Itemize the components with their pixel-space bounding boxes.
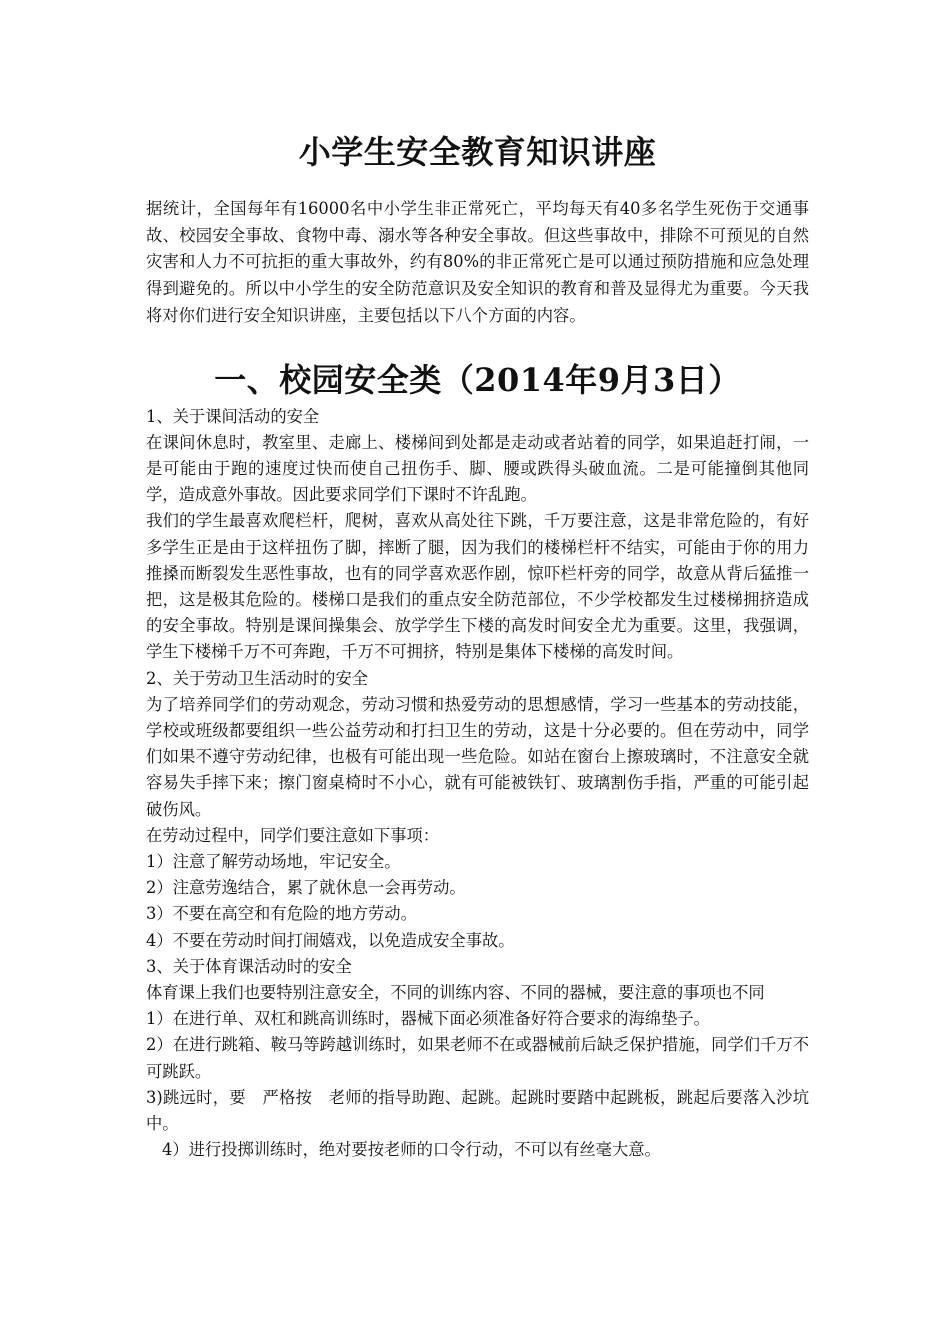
list-item: 3）不要在高空和有危险的地方劳动。 — [146, 904, 417, 924]
list-item: 2）注意劳逸结合，累了就休息一会再劳动。 — [146, 878, 466, 898]
subheading-labor-safety: 2、关于劳动卫生活动时的安全 — [146, 668, 369, 688]
subheading-recess-safety: 1、关于课间活动的安全 — [146, 406, 320, 426]
section-heading: 一、校园安全类（2014年9月3日） — [214, 360, 741, 399]
section-body — [146, 404, 809, 1164]
paragraph: 在课间休息时，教室里、走廊上、楼梯间到处都是走动或者站着的同学，如果追赶打闹，一是可能由于跑的速度过快而使自己扭伤手、脚、腰或跌得头破血流。二是可能撞倒其他同学，造成意外事故。因此要求同学们下课时不许乱跑。 — [146, 432, 809, 505]
list-item: 1）注意了解劳动场地，牢记安全。 — [146, 851, 401, 871]
list-item: 4）不要在劳动时间打闹嬉戏，以免造成安全事故。 — [146, 930, 515, 950]
subheading-pe-safety: 3、关于体育课活动时的安全 — [146, 956, 352, 976]
paragraph: 我们的学生最喜欢爬栏杆，爬树，喜欢从高处往下跳，千万要注意，这是非常危险的，有好多学生正是由于这样扭伤了脚，摔断了腿，因为我们的楼梯栏杆不结实，可能由于你的用力推搡而断裂发生恶性事故，也有的同学喜欢恶作剧，惊吓栏杆旁的同学，故意从背后猛推一把，这是极其危险的。楼梯口是我们的重点安全防范部位，不少学校都发生过楼梯拥挤造成的安全事故。特别是课间操集会、放学学生下楼的高发时间安全尤为重要。这里，我强调，学生下楼梯千万不可奔跑，千万不可拥挤，特别是集体下楼梯的高发时间。 — [146, 511, 809, 662]
list-item: 4）进行投掷训练时，绝对要按老师的口令行动，不可以有丝毫大意。 — [162, 1140, 661, 1160]
paragraph: 在劳动过程中，同学们要注意如下事项： — [146, 825, 440, 845]
document-title: 小学生安全教育知识讲座 — [298, 133, 657, 171]
list-item: 1）在进行单、双杠和跳高训练时，器械下面必须准备好符合要求的海绵垫子。 — [146, 1009, 710, 1029]
document-content — [146, 124, 809, 1163]
list-item: 2）在进行跳箱、鞍马等跨越训练时，如果老师不在或器械前后缺乏保护措施，同学们千万不可跳跃。 — [146, 1035, 809, 1081]
list-item: 3)跳远时，要 严格按 老师的指导助跑、起跳。起跳时要踏中起跳板，跳起后要落入沙坑中。 — [146, 1087, 809, 1133]
paragraph: 为了培养同学们的劳动观念，劳动习惯和热爱劳动的思想感情，学习一些基本的劳动技能，学校或班级都要组织一些公益劳动和打扫卫生的劳动，这是十分必要的。但在劳动中，同学们如果不遵守劳动纪律，也极有可能出现一些危险。如站在窗台上擦玻璃时，不注意安全就容易失手摔下来；擦门窗桌椅时不小心，就有可能被铁钉、玻璃割伤手指，严重的可能引起破伤风。 — [146, 694, 809, 819]
intro-paragraph: 据统计，全国每年有16000名中小学生非正常死亡，平均每天有40多名学生死伤于交通事故、校园安全事故、食物中毒、溺水等各种安全事故。但这些事故中，排除不可预见的自然灾害和人力不可抗拒的重大事故外，约有80%的非正常死亡是可以通过预防措施和应急处理得到避免的。所以中小学生的安全防范意识及安全知识的教育和普及显得尤为重要。今天我将对你们进行安全知识讲座，主要包括以下八个方面的内容。 — [146, 199, 809, 325]
paragraph: 体育课上我们也要特别注意安全，不同的训练内容、不同的器械，要注意的事项也不同 — [146, 982, 765, 1002]
